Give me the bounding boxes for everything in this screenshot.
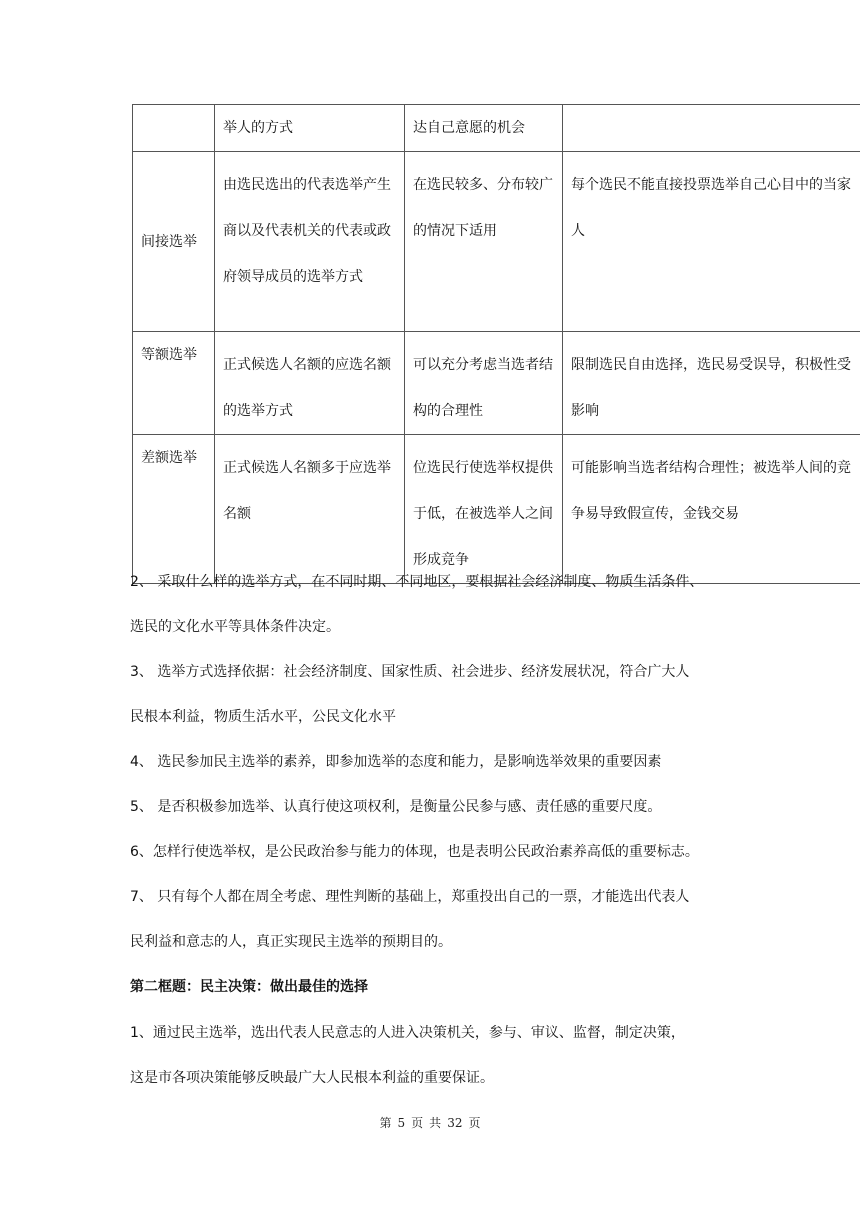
footer-prefix: 第 xyxy=(379,1116,392,1130)
table-cell: 正式候选人名额多于应选举名额 xyxy=(215,435,405,584)
paragraph-1-line-2: 这是市各项决策能够反映最广大人民根本利益的重要保证。 xyxy=(130,1070,494,1086)
row-header-equal: 等额选举 xyxy=(133,332,215,435)
row-header-indirect: 间接选举 xyxy=(133,152,215,332)
table-cell xyxy=(133,105,215,152)
table-cell: 限制选民自由选择，选民易受误导，积极性受影响 xyxy=(563,332,860,435)
table-cell xyxy=(563,105,860,152)
row-header-competitive: 差额选举 xyxy=(133,435,215,584)
section-heading: 第二框题：民主决策：做出最佳的选择 xyxy=(130,979,368,995)
paragraph-2-line-1: 2、 采取什么样的选举方式，在不同时期、不同地区，要根据社会经济制度、物质生活条件、 xyxy=(130,574,704,590)
table-row xyxy=(133,435,860,584)
table-cell: 可以充分考虑当选者结构的合理性 xyxy=(405,332,563,435)
table-cell: 由选民选出的代表选举产生商以及代表机关的代表或政府领导成员的选举方式 xyxy=(215,152,405,332)
footer-total-word: 共 xyxy=(429,1116,442,1130)
paragraph-4: 4、 选民参加民主选举的素养，即参加选举的态度和能力，是影响选举效果的重要因素 xyxy=(130,754,662,770)
paragraph-3-line-2: 民根本利益，物质生活水平，公民文化水平 xyxy=(130,709,396,725)
paragraph-1-line-1: 1、通过民主选举，选出代表人民意志的人进入决策机关，参与、审议、监督，制定决策， xyxy=(130,1025,685,1041)
footer-total-pages: 32 xyxy=(447,1116,463,1130)
page-footer xyxy=(0,1114,860,1131)
footer-suffix: 页 xyxy=(468,1116,481,1130)
table-row xyxy=(133,332,860,435)
footer-page-word: 页 xyxy=(411,1116,424,1130)
paragraph-7-line-2: 民利益和意志的人，真正实现民主选举的预期目的。 xyxy=(130,934,452,950)
paragraph-6: 6、怎样行使选举权，是公民政治参与能力的体现，也是表明公民政治素养高低的重要标志。 xyxy=(130,844,699,860)
paragraph-5: 5、 是否积极参加选举、认真行使这项权利，是衡量公民参与感、责任感的重要尺度。 xyxy=(130,799,662,815)
footer-page-number: 5 xyxy=(397,1116,406,1130)
table-row xyxy=(133,152,860,332)
table-cell: 在选民较多、分布较广的情况下适用 xyxy=(405,152,563,332)
table-cell: 每个选民不能直接投票选举自己心目中的当家人 xyxy=(563,152,860,332)
paragraph-7-line-1: 7、 只有每个人都在周全考虑、理性判断的基础上，郑重投出自己的一票，才能选出代表人 xyxy=(130,889,690,905)
table-cell: 正式候选人名额的应选名额的选举方式 xyxy=(215,332,405,435)
table-cell: 举人的方式 xyxy=(215,105,405,152)
table-cell: 位选民行使选举权提供于低，在被选举人之间形成竞争 xyxy=(405,435,563,584)
election-methods-table xyxy=(132,104,860,584)
table-cell: 可能影响当选者结构合理性；被选举人间的竞争易导致假宣传，金钱交易 xyxy=(563,435,860,584)
table-cell: 达自己意愿的机会 xyxy=(405,105,563,152)
paragraph-2-line-2: 选民的文化水平等具体条件决定。 xyxy=(130,619,340,635)
paragraph-3-line-1: 3、 选举方式选择依据：社会经济制度、国家性质、社会进步、经济发展状况，符合广大人 xyxy=(130,664,690,680)
table-row xyxy=(133,105,860,152)
